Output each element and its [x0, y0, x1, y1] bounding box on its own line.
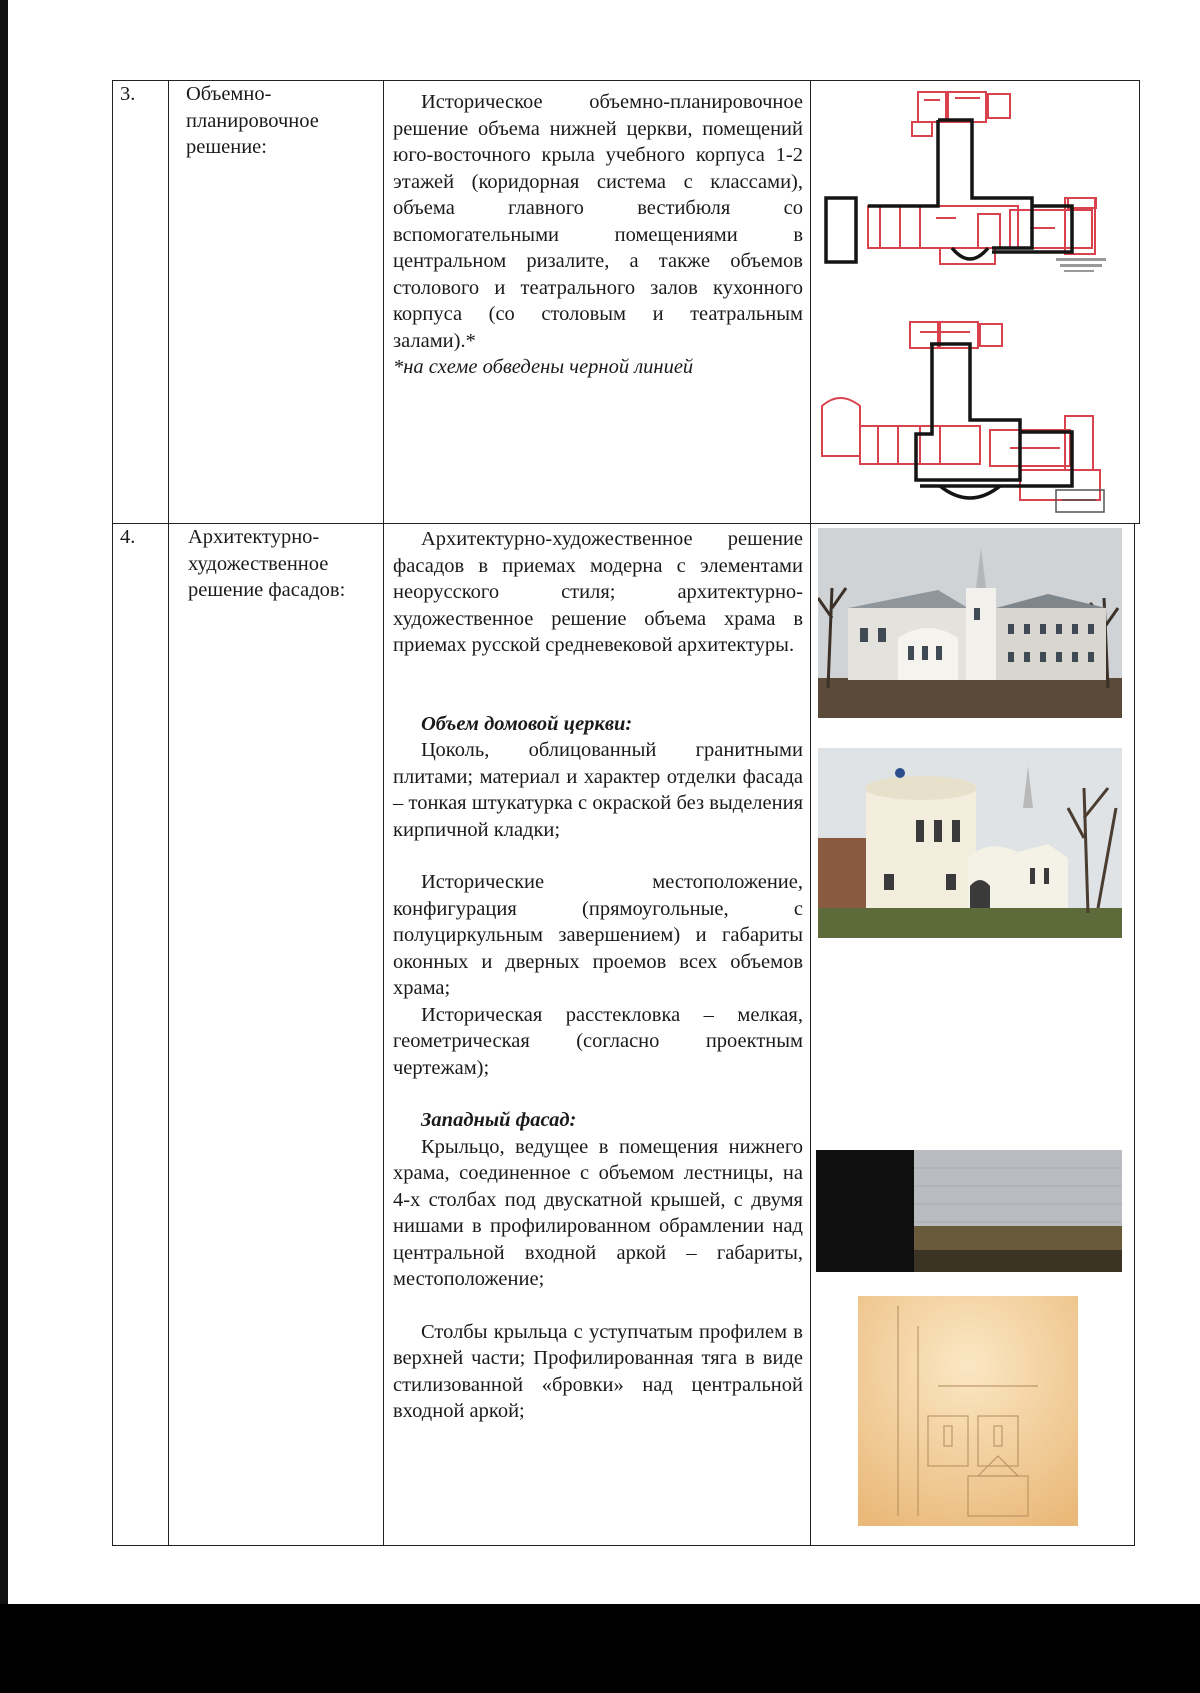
photo-church-facade — [818, 748, 1122, 938]
photo-building-overview — [818, 528, 1122, 718]
church-paragraph-3: Историческая расстекловка – мелкая, геометрическая (согласно проектным чертежам); — [393, 1003, 803, 1079]
archival-drawing — [858, 1296, 1078, 1526]
col-border-2 — [168, 80, 169, 1546]
scheme-note: *на схеме обведены черной линией — [393, 356, 694, 378]
scan-edge-left — [0, 0, 8, 1693]
photo-porch-detail — [816, 1150, 1122, 1272]
row-number: 4. — [120, 526, 136, 548]
church-heading: Объем домовой церкви: — [421, 712, 633, 735]
floor-plan-lower — [820, 320, 1135, 520]
west-paragraph-1: Крыльцо, ведущее в помещения нижнего храма, соединенное с объемом лестницы, на 4-х столбах под двускатной крышей, с двумя нишами в профилированном обрамлении над центральной входной аркой – габариты, местоположение; — [393, 1135, 803, 1290]
scan-edge-bottom — [0, 1604, 1200, 1693]
church-paragraph-2: Исторические местоположение, конфигурация (прямоугольные, с полуциркульным завершением) и габариты оконных и дверных проемов всех объемов храма; — [393, 871, 803, 999]
col-border-5a — [1139, 80, 1140, 524]
floor-plan-upper — [820, 88, 1135, 278]
col-border-5b — [1134, 523, 1135, 1546]
row-description — [393, 89, 803, 381]
west-facade-heading: Западный фасад: — [421, 1109, 577, 1131]
church-paragraph-1: Цоколь, облицованный гранитными плитами; материал и характер отделки фасада – тонкая штукатурка с окраской без выделения кирпичной кладки; — [393, 739, 803, 841]
row-title: Объемно-планировочное решение: — [186, 83, 319, 158]
row-number: 3. — [120, 83, 136, 105]
col-border-3 — [383, 80, 384, 1546]
west-paragraph-2: Столбы крыльца с уступчатым профилем в верхней части; Профилированная тяга в виде стилизованной «бровки» над центральной входной аркой; — [393, 1320, 803, 1422]
description-paragraph: Историческое объемно-планировочное решение объема нижней церкви, помещений юго-восточного крыла учебного корпуса 1-2 этажей (коридорная система с классами), объема главного вестибюля со вспомогательными помещениями в центральном ризалите, а также объемов столового и театрального залов кухонного корпуса (со столовым и театральным залами).* — [393, 91, 803, 352]
intro-paragraph: Архитектурно-художественное решение фасадов в приемах модерна с элементами неорусского стиля; архитектурно-художественное решение объема храма в приемах русской средневековой архитектуры. — [393, 528, 803, 656]
row-description — [393, 526, 803, 1425]
col-border-1 — [112, 80, 113, 1546]
row-title: Архитектурно-художественное решение фасадов: — [188, 526, 346, 601]
table-bottom-border — [112, 1545, 1134, 1546]
col-border-4 — [810, 80, 811, 1546]
